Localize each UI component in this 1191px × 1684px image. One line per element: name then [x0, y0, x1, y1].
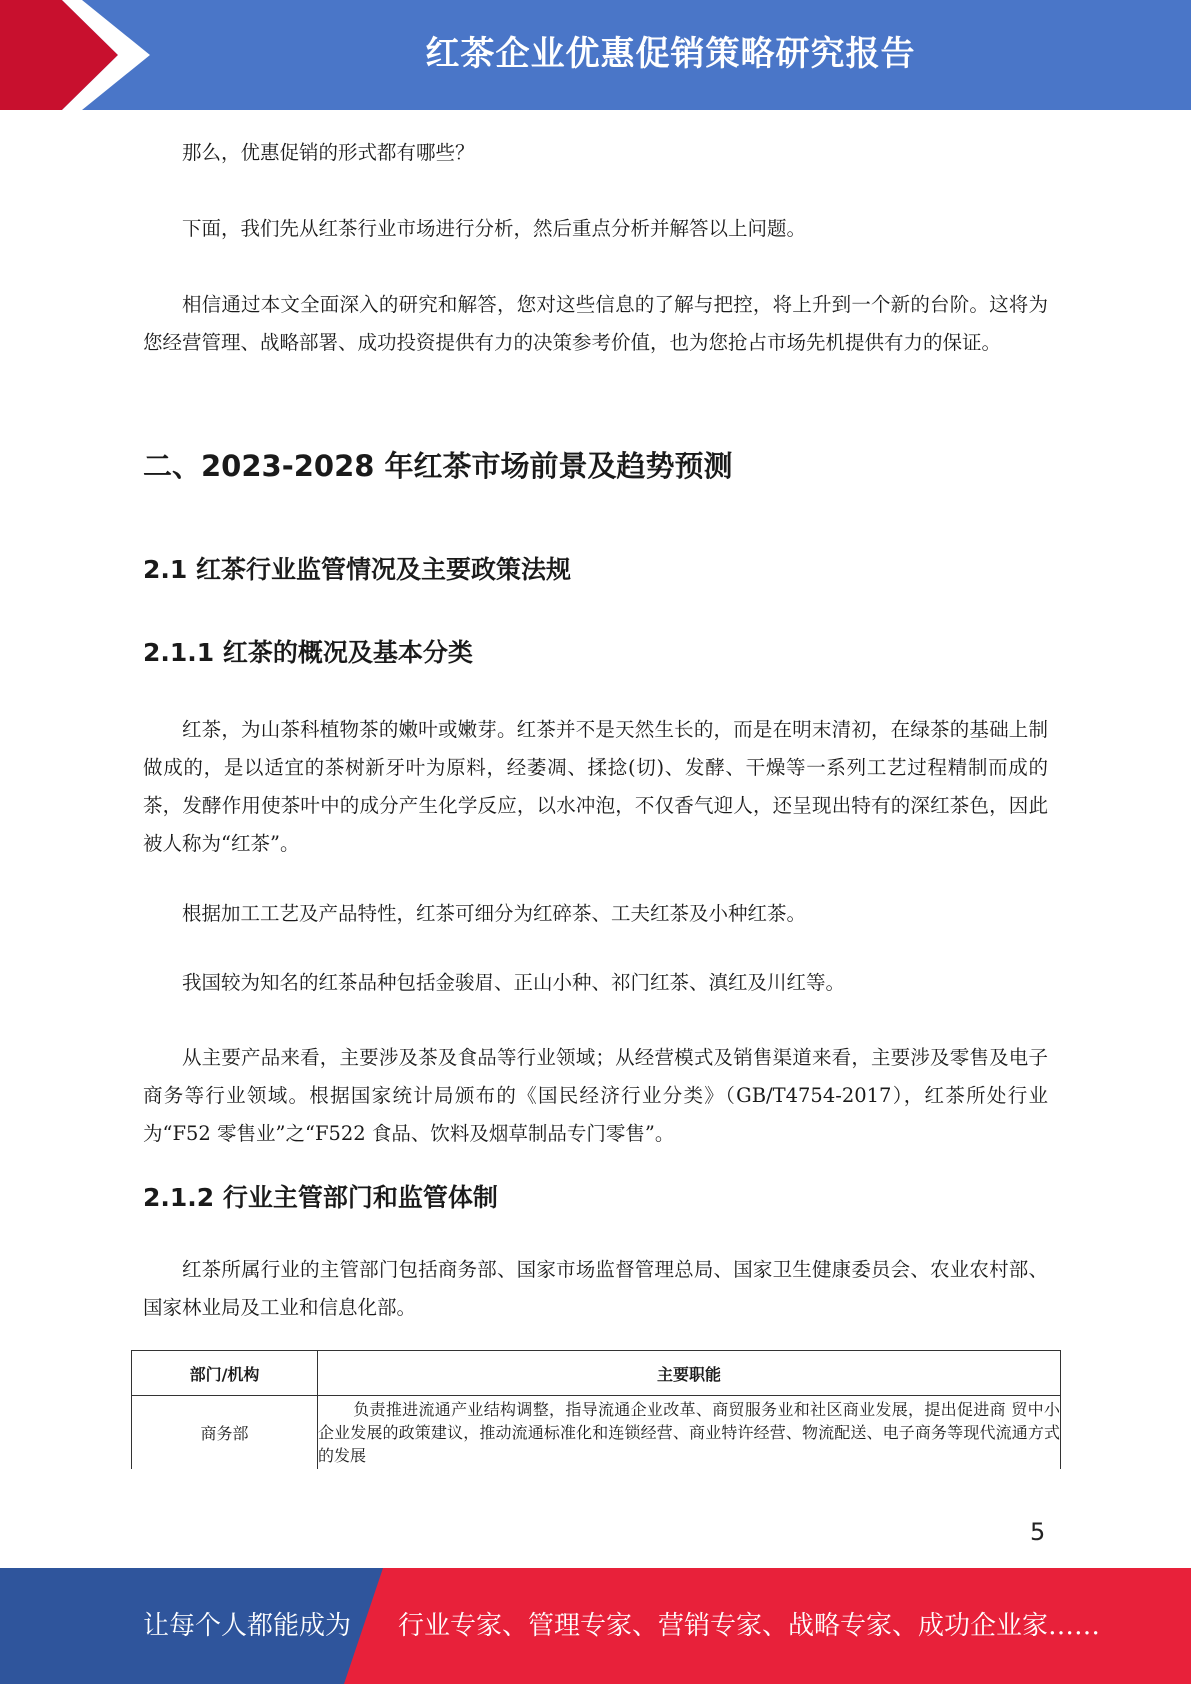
table-header-duty: 主要职能: [318, 1351, 1061, 1396]
paragraph: 从主要产品来看，主要涉及茶及食品等行业领域；从经营模式及销售渠道来看，主要涉及零售及电子商务等行业领域。根据国家统计局颁布的《国民经济行业分类》（GB/T4754-2017），红茶所处行业为“F52 零售业”之“F522 食品、饮料及烟草制品专门零售”。: [143, 1046, 1048, 1145]
table-header-dept: 部门/机构: [132, 1351, 318, 1396]
paragraph: 红茶，为山茶科植物茶的嫩叶或嫩芽。红茶并不是天然生长的，而是在明末清初，在绿茶的基础上制做成的，是以适宜的茶树新牙叶为原料，经萎凋、揉捻(切)、发酵、干燥等一系列工艺过程精制而成的茶，发酵作用使茶叶中的成分产生化学反应，以水冲泡，不仅香气迎人，还呈现出特有的深红茶色，因此被人称为“红茶”。: [143, 718, 1048, 855]
table-cell-dept: 商务部: [132, 1396, 318, 1470]
footer-slogan-left: 让每个人都能成为: [143, 1611, 352, 1641]
paragraph: 我国较为知名的红茶品种包括金骏眉、正山小种、祁门红茶、滇红及川红等。: [182, 971, 846, 994]
page-number: 5: [1030, 1518, 1046, 1546]
paragraph: 红茶所属行业的主管部门包括商务部、国家市场监督管理总局、国家卫生健康委员会、农业农村部、国家林业局及工业和信息化部。: [143, 1258, 1048, 1319]
table-row: [132, 1396, 1061, 1470]
duty-text: 负责推进流通产业结构调整，指导流通企业改革、商贸服务业和社区商业发展，提出促进商 贸中小企业发展的政策建议，推动流通标准化和连锁经营、商业特许经营、物流配送、电子商务等现代流通方式的发展: [318, 1400, 1060, 1465]
footer-slogan-right: 行业专家、管理专家、营销专家、战略专家、成功企业家……: [398, 1611, 1101, 1641]
paragraph: 相信通过本文全面深入的研究和解答，您对这些信息的了解与把控，将上升到一个新的台阶。这将为您经营管理、战略部署、成功投资提供有力的决策参考价值，也为您抢占市场先机提供有力的保证。: [143, 293, 1048, 354]
subsection-heading: 2.1 红茶行业监管情况及主要政策法规: [143, 555, 571, 584]
section-heading: 二、2023-2028 年红茶市场前景及趋势预测: [143, 449, 733, 483]
report-title: 红茶企业优惠促销策略研究报告: [425, 34, 916, 74]
table-header-row: [132, 1351, 1061, 1396]
paragraph: 下面，我们先从红茶行业市场进行分析，然后重点分析并解答以上问题。: [182, 217, 807, 240]
subsection-heading: 2.1.1 红茶的概况及基本分类: [143, 638, 473, 667]
paragraph: 那么，优惠促销的形式都有哪些？: [182, 141, 475, 164]
regulator-table: [131, 1350, 1061, 1469]
paragraph: 根据加工工艺及产品特性，红茶可细分为红碎茶、工夫红茶及小种红茶。: [182, 902, 807, 925]
page-footer: [0, 1568, 1191, 1684]
table-cell-duty: [318, 1396, 1061, 1470]
subsection-heading: 2.1.2 行业主管部门和监管体制: [143, 1183, 498, 1212]
page-header: [0, 0, 1191, 110]
